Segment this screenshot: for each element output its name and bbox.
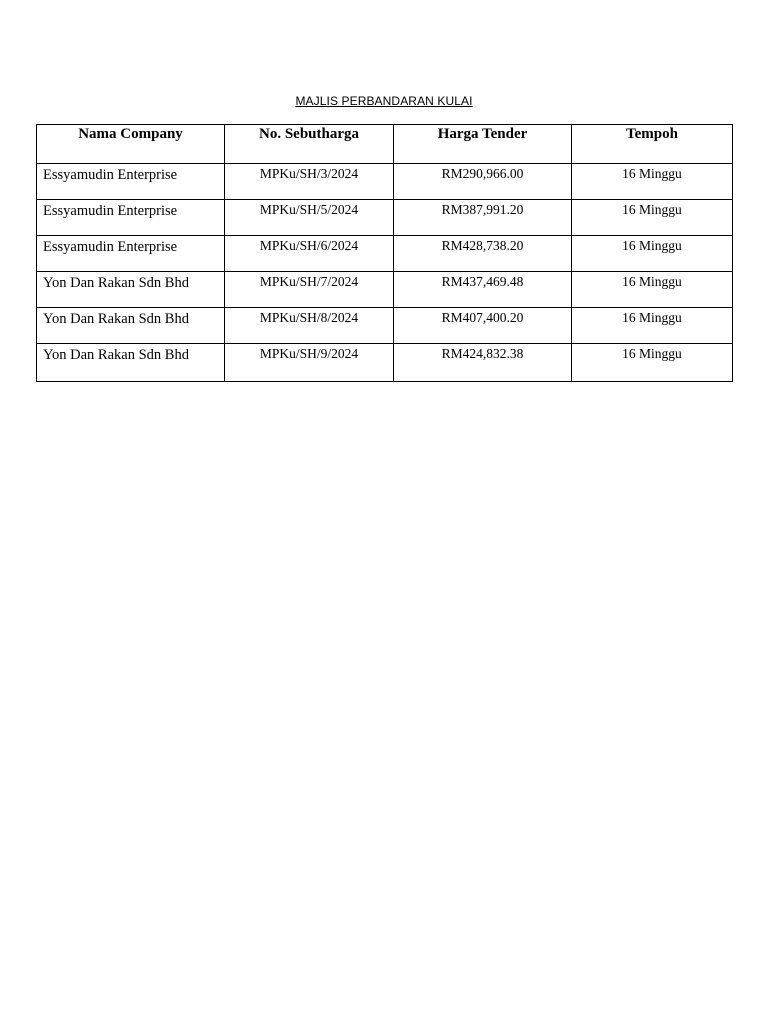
- cell-price: RM437,469.48: [394, 272, 572, 308]
- table-row: [37, 164, 733, 200]
- table-row: [37, 272, 733, 308]
- table-row: [37, 344, 733, 382]
- cell-ref: MPKu/SH/5/2024: [225, 200, 394, 236]
- table-row: [37, 200, 733, 236]
- column-header-ref: No. Sebutharga: [225, 125, 394, 164]
- table-header-row: [37, 125, 733, 164]
- cell-price: RM428,738.20: [394, 236, 572, 272]
- cell-duration: 16 Minggu: [572, 308, 733, 344]
- cell-duration: 16 Minggu: [572, 164, 733, 200]
- cell-company: Essyamudin Enterprise: [37, 164, 225, 200]
- cell-company: Yon Dan Rakan Sdn Bhd: [37, 308, 225, 344]
- cell-company: Yon Dan Rakan Sdn Bhd: [37, 272, 225, 308]
- cell-ref: MPKu/SH/8/2024: [225, 308, 394, 344]
- cell-price: RM407,400.20: [394, 308, 572, 344]
- cell-duration: 16 Minggu: [572, 344, 733, 382]
- document-title: MAJLIS PERBANDARAN KULAI: [295, 94, 473, 108]
- cell-ref: MPKu/SH/3/2024: [225, 164, 394, 200]
- cell-price: RM424,832.38: [394, 344, 572, 382]
- cell-duration: 16 Minggu: [572, 236, 733, 272]
- table-row: [37, 308, 733, 344]
- tender-table: [36, 124, 733, 382]
- cell-price: RM290,966.00: [394, 164, 572, 200]
- column-header-duration: Tempoh: [572, 125, 733, 164]
- cell-company: Essyamudin Enterprise: [37, 236, 225, 272]
- cell-company: Yon Dan Rakan Sdn Bhd: [37, 344, 225, 382]
- column-header-price: Harga Tender: [394, 125, 572, 164]
- cell-duration: 16 Minggu: [572, 200, 733, 236]
- column-header-company: Nama Company: [37, 125, 225, 164]
- cell-company: Essyamudin Enterprise: [37, 200, 225, 236]
- cell-ref: MPKu/SH/9/2024: [225, 344, 394, 382]
- cell-ref: MPKu/SH/6/2024: [225, 236, 394, 272]
- cell-duration: 16 Minggu: [572, 272, 733, 308]
- cell-price: RM387,991.20: [394, 200, 572, 236]
- cell-ref: MPKu/SH/7/2024: [225, 272, 394, 308]
- table-row: [37, 236, 733, 272]
